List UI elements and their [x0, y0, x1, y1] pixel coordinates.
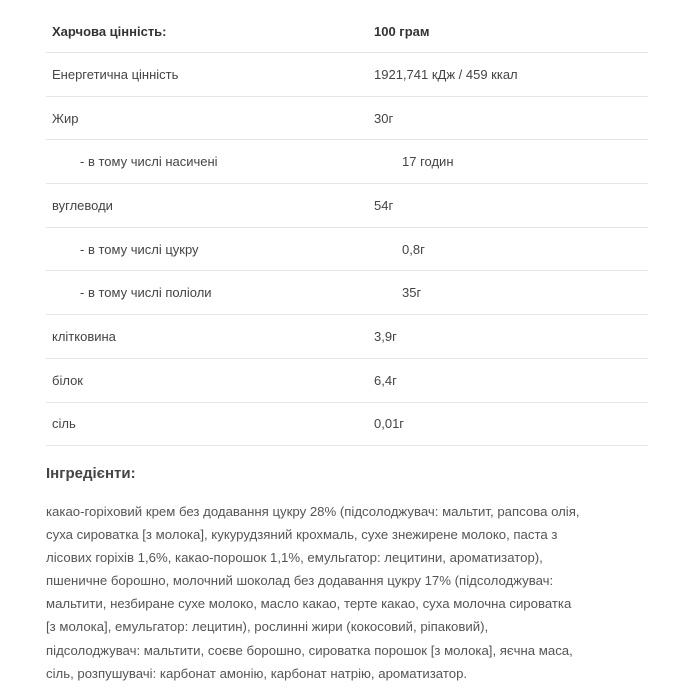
table-row — [46, 140, 648, 184]
row-value: 0,01г — [374, 416, 405, 432]
ingredients-line: мальтити, незбиране сухе молоко, масло какао, терте какао, суха молочна сироватка — [46, 596, 572, 612]
row-value: 0,8г — [402, 241, 425, 257]
row-value: 35г — [402, 285, 422, 301]
ingredients-text — [46, 500, 676, 685]
row-label: клітковина — [52, 328, 116, 344]
ingredients-line: суха сироватка [з молока], кукурудзяний крохмаль, сухе знежирене молоко, паста з — [46, 527, 558, 543]
row-value: 3,9г — [374, 328, 397, 344]
row-value: 6,4г — [374, 372, 397, 388]
row-value: 1921,741 кДж / 459 ккал — [374, 66, 518, 82]
row-label: - в тому числі поліоли — [80, 285, 212, 301]
table-row — [46, 97, 648, 141]
table-row — [46, 228, 648, 272]
table-row — [46, 403, 648, 447]
table-row — [46, 359, 648, 403]
table-row — [46, 53, 648, 97]
ingredients-line: какао-горіховий крем без додавання цукру 28% (підсолоджувач: мальтит, рапсова олія, — [46, 504, 580, 519]
row-value: 54г — [374, 197, 394, 213]
row-label: Енергетична цінність — [52, 66, 179, 82]
table-row — [46, 271, 648, 315]
table-row — [46, 184, 648, 228]
row-label: Жир — [52, 110, 79, 126]
nutrition-table — [46, 10, 648, 446]
header-value: 100 грам — [374, 23, 430, 39]
table-row — [46, 315, 648, 359]
row-label: сіль — [52, 416, 76, 432]
row-value: 17 годин — [402, 154, 454, 170]
header-label: Харчова цінність: — [52, 23, 167, 39]
ingredients-heading: Інгредієнти: — [46, 465, 136, 482]
row-label: - в тому числі насичені — [80, 154, 218, 170]
row-label: вуглеводи — [52, 197, 113, 213]
ingredients-line: підсолоджувач: мальтити, соєве борошно, сироватка порошок [з молока], яєчна маса, — [46, 642, 573, 658]
ingredients-line: [з молока], емульгатор: лецитин), рослинні жири (кокосовий, ріпаковий), — [46, 619, 489, 635]
ingredients-line: лісових горіхів 1,6%, какао-порошок 1,1%, емульгатор: лецитини, ароматизатор), — [46, 550, 543, 566]
ingredients-line: сіль, розпушувачі: карбонат амонію, карбонат натрію, ароматизатор. — [46, 665, 468, 681]
row-label: - в тому числі цукру — [80, 241, 199, 257]
row-value: 30г — [374, 110, 394, 126]
ingredients-line: пшеничне борошно, молочний шоколад без додавання цукру 17% (підсолоджувач: — [46, 573, 554, 589]
nutrition-header-row — [46, 10, 648, 53]
row-label: білок — [52, 372, 83, 388]
